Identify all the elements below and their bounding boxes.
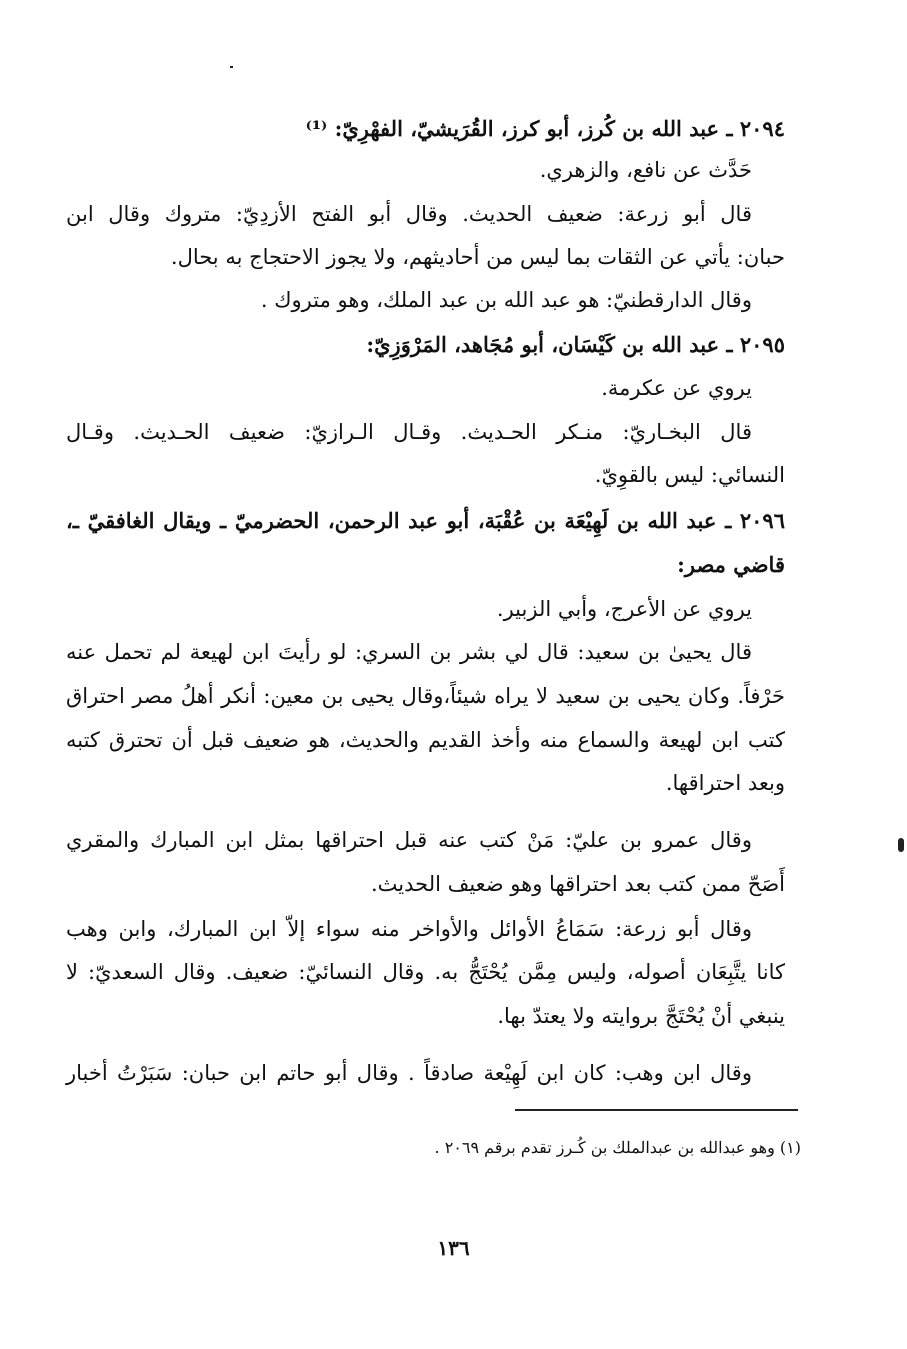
entry-2096-heading: ٢٠٩٦ ـ عبد الله بن لَهِيْعَة بن عُقْبَة، أبو عبد الرحمن، الحضرميّ ـ ويقال الغافقيّ ـ، [66, 508, 785, 533]
entry-2096-line: يروي عن الأعرج، وأبي الزبير. [496, 597, 752, 621]
entry-2096-line: وبعد احتراقها. [665, 771, 785, 795]
entry-2096-line: أَصَحّ ممن كتب بعد احتراقها وهو ضعيف الحديث. [370, 872, 785, 896]
entry-2094-line: حبان: يأتي عن الثقات بما ليس من أحاديثهم، ولا يجوز الاحتجاج به بحال. [170, 245, 785, 269]
page-number: ١٣٦ [437, 1236, 470, 1260]
entry-2096-heading-cont: قاضي مصر: [677, 552, 785, 577]
scan-dot [230, 66, 233, 68]
entry-2096-line: وقال أبو زرعة: سَمَاعُ الأوائل والأواخر منه سواء إلاّ ابن المبارك، وابن وهب [66, 917, 752, 941]
footnote: (١) وهو عبدالله بن عبدالملك بن كُـرز تقدم برقم ٢٠٦٩ . [434, 1138, 801, 1157]
scan-mark [898, 838, 904, 852]
footnote-separator [515, 1109, 798, 1111]
entry-2095-line: يروي عن عكرمة. [601, 376, 752, 400]
entry-2096-line: ينبغي أنْ يُحْتَجَّ بروايته ولا يعتدّ بها. [497, 1004, 785, 1028]
entry-2096-line: كتب ابن لهيعة والسماع منه وأخذ القديم والحديث، هو ضعيف قبل أن تحترق كتبه [66, 728, 785, 752]
entry-2094-line: وقال الدارقطنيّ: هو عبد الله بن عبد الملك، وهو متروك . [260, 288, 752, 312]
entry-2095-line: النسائي: ليس بالقوِيّ. [594, 463, 785, 487]
entry-2094-line: حَدَّث عن نافع، والزهري. [539, 158, 752, 182]
entry-2096-line: قال يحيىٰ بن سعيد: قال لي بشر بن السري: لو رأيتَ ابن لهيعة لم تحمل عنه [66, 640, 752, 664]
entry-2094-heading: ٢٠٩٤ ـ عبد الله بن كُرز، أبو كرز، القُرَيشيّ، الفهْرِيّ: ⁽¹⁾ [305, 116, 785, 141]
entry-2096-line: حَرْفاً. وكان يحيى بن سعيد لا يراه شيئاً،وقال يحيى بن معين: أنكر أهلُ مصر احتراق [66, 684, 785, 708]
entry-2096-line: كانا يتَّبِعَان أصوله، وليس مِمَّن يُحْتَجُّ به. وقال النسائيّ: ضعيف. وقال السعديّ: لا [66, 960, 785, 984]
entry-2095-heading: ٢٠٩٥ ـ عبد الله بن كَيْسَان، أبو مُجَاهد، المَرْوَزِيّ: [366, 332, 785, 357]
entry-2095-line: قال البخـاريّ: منـكر الحـديث. وقـال الـرازيّ: ضعيف الحـديث. وقـال [66, 420, 752, 444]
entry-2096-line: وقال ابن وهب: كان ابن لَهِيْعة صادقاً . وقال أبو حاتم ابن حبان: سَبَرْتُ أخبار [66, 1061, 752, 1085]
entry-2094-line: قال أبو زرعة: ضعيف الحديث. وقال أبو الفتح الأزدِيّ: متروك وقال ابن [66, 202, 752, 226]
entry-2096-line: وقال عمرو بن عليّ: مَنْ كتب عنه قبل احتراقها بمثل ابن المبارك والمقري [66, 828, 752, 852]
